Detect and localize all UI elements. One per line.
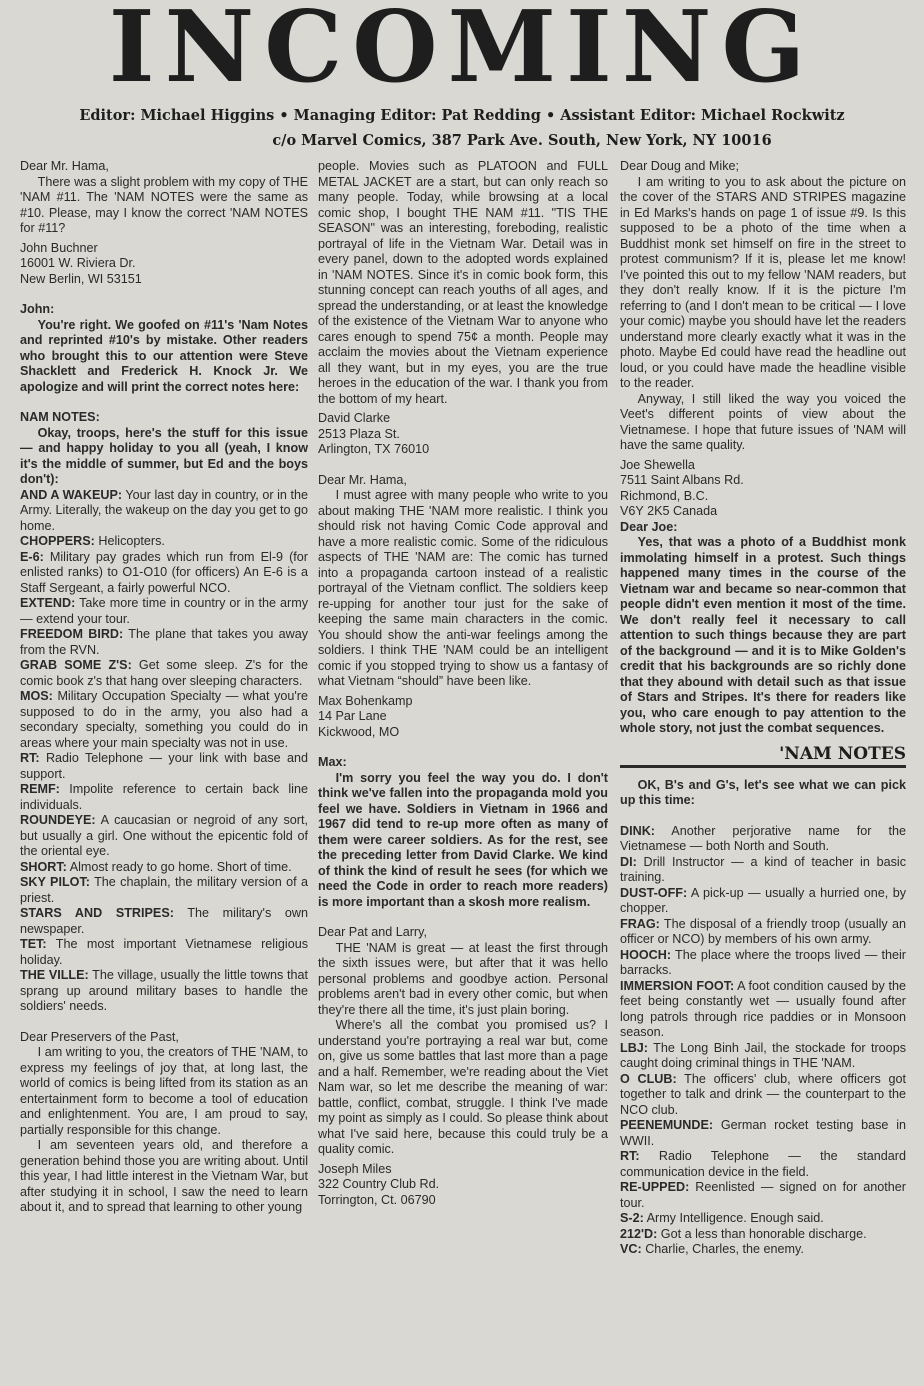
signature-line: John Buchner bbox=[20, 240, 98, 255]
glossary-definition: A caucasian or negroid of any sort, but usually a girl. One without the epicentic fold of the oriental eye. bbox=[20, 813, 308, 858]
glossary-entry bbox=[620, 1211, 906, 1227]
glossary-term: EXTEND: bbox=[20, 596, 76, 610]
glossary-definition: German rocket testing base in WWII. bbox=[620, 1118, 906, 1148]
letter-body: THE 'NAM is great — at least the first through the sixth issues were, but after that it was hello personal problems and goodbye action. Personal problems aren't bad in every other comic, but when they're there all the time, it's just plain boring. bbox=[318, 940, 608, 1017]
glossary-term: SHORT: bbox=[20, 859, 67, 874]
glossary-term: AND A WAKEUP: bbox=[20, 487, 123, 502]
glossary-term: GRAB SOME Z'S: bbox=[20, 658, 132, 672]
signature-line: 2513 Plaza St. bbox=[318, 426, 400, 441]
glossary-definition: The Long Binh Jail, the stockade for troops caught doing criminal things in THE 'NAM. bbox=[620, 1040, 906, 1070]
glossary-entry bbox=[20, 658, 308, 689]
glossary-entry bbox=[20, 875, 308, 906]
signature-line: 322 Country Club Rd. bbox=[318, 1177, 440, 1191]
letter-signature bbox=[20, 241, 308, 288]
glossary-definition: Reenlisted — signed on for another tour. bbox=[620, 1180, 906, 1210]
glossary-term: O CLUB: bbox=[620, 1071, 677, 1086]
glossary-term: VC: bbox=[620, 1242, 642, 1256]
glossary-definition: The chaplain, the military version of a priest. bbox=[20, 875, 308, 905]
glossary-definition: Radio Telephone — your link with base and support. bbox=[20, 751, 308, 781]
letter-salutation: Dear Mr. Hama, bbox=[20, 159, 109, 173]
glossary-definition: Helicopters. bbox=[94, 534, 165, 548]
glossary-entry bbox=[620, 855, 906, 886]
glossary-term: S-2: bbox=[620, 1211, 644, 1225]
letter-salutation: Dear Doug and Mike; bbox=[620, 159, 740, 173]
signature-line: 7511 Saint Albans Rd. bbox=[620, 473, 744, 487]
glossary-entry bbox=[20, 782, 308, 813]
glossary-definition: The officers' club, where officers got together to talk and drink — the counterpart to the NCO club. bbox=[620, 1071, 906, 1117]
glossary-term: TET: bbox=[20, 937, 47, 951]
letter-body: people. Movies such as PLATOON and FULL METAL JACKET are a start, but can only reach so many people. Today, while browsing at a local comic shop, I bought THE NAM #11. "TIS THE SEASON" was an interesting, foreboding, realistic portrayal of life in the Vietnam War. Detail was in every panel, down to the adopted words explained in 'NAM NOTES. Since it's in comic book form, this stunning concept can reach youths of all ages, and spread the understanding, or at least the knowledge of the existence of the Vietnam War to anyone who cares enough to spend 75¢ a month. People may acclaim the movies about the Vietnam experience all they want, but in my eyes, you are the true heroes in the education of the war. I thank you from the bottom of my heart. bbox=[318, 159, 608, 406]
glossary-term: ROUNDEYE: bbox=[20, 813, 96, 827]
masthead bbox=[0, 0, 924, 105]
glossary-entry bbox=[620, 1242, 906, 1258]
page-title: INCOMING bbox=[108, 0, 816, 105]
glossary-term: THE VILLE: bbox=[20, 968, 89, 982]
glossary-definition: Got a less than honorable discharge. bbox=[657, 1226, 867, 1241]
glossary-definition: The disposal of a friendly troop (usually an officer or NCO) by members of his own army. bbox=[620, 916, 906, 946]
letter-signature bbox=[318, 694, 608, 741]
glossary-term: 212'D: bbox=[620, 1226, 658, 1241]
signature-line: New Berlin, WI 53151 bbox=[20, 271, 142, 286]
glossary-entry bbox=[620, 1118, 906, 1149]
glossary-definition: Army Intelligence. Enough said. bbox=[643, 1211, 824, 1225]
glossary-definition: Your last day in country, or in the Army. Literally, the wakeup on the day you get to go home. bbox=[20, 487, 308, 533]
glossary-definition: The place where the troops lived — their barracks. bbox=[620, 947, 906, 977]
signature-line: 14 Par Lane bbox=[318, 709, 387, 723]
letter-salutation: Dear Preservers of the Past, bbox=[20, 1029, 179, 1044]
column-2 bbox=[318, 159, 608, 1208]
letter-body: I am writing to you, the creators of THE 'NAM, to express my feelings of joy that, at long last, the world of comics is being lifted from its station as an entertainment form to become a tool of education and enlightenment. You are, I am proud to say, partially responsible for this change. bbox=[20, 1045, 308, 1137]
signature-line: 16001 W. Riviera Dr. bbox=[20, 256, 136, 270]
glossary-definition: A pick-up — usually a hurried one, by chopper. bbox=[620, 885, 906, 915]
letter-salutation: Dear Pat and Larry, bbox=[318, 925, 427, 939]
glossary-definition: Take more time in country or in the army — extend your tour. bbox=[20, 596, 308, 626]
glossary-entry bbox=[620, 917, 906, 948]
glossary-entry bbox=[20, 968, 308, 1015]
glossary-entry bbox=[20, 488, 308, 535]
glossary-term: HOOCH: bbox=[620, 947, 672, 962]
glossary-entry bbox=[20, 550, 308, 597]
nam-notes-intro: OK, B's and G's, let's see what we can pick up this time: bbox=[620, 777, 906, 807]
glossary-definition: Military pay grades which run from El-9 (for enlisted ranks) to O1-O10 (for officers) An E-6 is a Staff Sergeant, a fairly powerful NCO. bbox=[20, 549, 308, 595]
glossary-definition: Almost ready to go home. Short of time. bbox=[66, 859, 292, 874]
glossary-definition: Military Occupation Specialty — what you're supposed to do in the army, you also had a secondary specialty, something you could do in areas where your main specialty was not in use. bbox=[20, 689, 308, 750]
letter-body: I am seventeen years old, and therefore a generation behind those you are writing about. Until this year, I had little interest in the Vietnam War, but after studying it in school, I saw the need to learn about it, and to spread that learning to other young bbox=[20, 1138, 308, 1214]
glossary-term: REMF: bbox=[20, 782, 60, 796]
glossary-list bbox=[20, 488, 308, 1015]
letter-body: There was a slight problem with my copy of THE 'NAM #11. The 'NAM NOTES were the same as #10. Please, may I know the correct 'NAM NOTES for #11? bbox=[20, 174, 308, 235]
letter-salutation: Dear Mr. Hama, bbox=[318, 472, 407, 487]
glossary-definition: The most important Vietnamese religious holiday. bbox=[20, 937, 308, 967]
reply-body: Yes, that was a photo of a Buddhist monk immolating himself in a protest. Such things happened many times in the course of the Vietnam war and became so near-common that people didn't even mention it most of the time. We don't really feel it necessary to call attention to such things because they are part of the background — and it is to Mike Golden's credit that his backgrounds are so richly done that they abound with detail such as that issue of Stars and Stripes. It's there for readers like you, who care enough to pay attention to the whole story, not just the combat sequences. bbox=[620, 535, 906, 735]
glossary-entry bbox=[620, 948, 906, 979]
letter-signature bbox=[318, 411, 608, 458]
glossary-term: LBJ: bbox=[620, 1040, 648, 1055]
glossary-definition: Charlie, Charles, the enemy. bbox=[641, 1242, 804, 1256]
glossary-entry bbox=[620, 886, 906, 917]
reply-salutation: Dear Joe: bbox=[620, 519, 678, 534]
nam-notes-intro: Okay, troops, here's the stuff for this issue — and happy holiday to you all (yeah, I know it's the middle of summer, but Ed and the boys don't): bbox=[20, 425, 308, 486]
glossary-entry bbox=[20, 906, 308, 937]
glossary-term: E-6: bbox=[20, 549, 44, 564]
glossary-definition: A foot condition caused by the feet being constantly wet — usually found after long patrols through rice paddies or in Monsoon season. bbox=[620, 978, 906, 1039]
glossary-definition: Another perjorative name for the Vietnamese — both North and South. bbox=[620, 823, 906, 853]
glossary-entry bbox=[620, 1227, 906, 1243]
glossary-definition: Radio Telephone — the standard communication device in the field. bbox=[620, 1149, 906, 1179]
nam-notes-heading: 'NAM NOTES bbox=[620, 743, 906, 768]
glossary-entry bbox=[620, 1072, 906, 1119]
glossary-definition: The village, usually the little towns that sprang up around military bases to handle the soldiers' needs. bbox=[20, 968, 308, 1013]
reply-body: I'm sorry you feel the way you do. I don't think we've fallen into the propaganda mold you feel we have. Soldiers in Vietnam in 1966 and 1967 did tend to re-up more often as many of them were career soldiers. As for the rest, see the preceding letter from David Clarke. We kind of think the kind of result he sees (for which we need the Code in order to reach more readers) is more important than a skosh more realism. bbox=[318, 770, 608, 909]
glossary-list bbox=[620, 824, 906, 1258]
glossary-entry bbox=[20, 689, 308, 751]
glossary-term: DUST-OFF: bbox=[620, 885, 688, 900]
glossary-entry bbox=[20, 751, 308, 782]
letter-body: Anyway, I still liked the way you voiced the Veet's different points of view about the Vietnamese. I hope that future issues of 'NAM will have the same quality. bbox=[620, 391, 906, 452]
glossary-entry bbox=[620, 1180, 906, 1211]
signature-line: Joe Shewella bbox=[620, 457, 695, 472]
glossary-term: DI: bbox=[620, 854, 637, 869]
glossary-entry bbox=[620, 1041, 906, 1072]
glossary-definition: Impolite reference to certain back line individuals. bbox=[20, 782, 308, 812]
glossary-term: RE-UPPED: bbox=[620, 1180, 690, 1194]
glossary-term: CHOPPERS: bbox=[20, 534, 95, 548]
letter-body: I am writing to you to ask about the picture on the cover of the STARS AND STRIPES magazine in Ed Marks's hands on page 1 of issue #9. Is this supposed to be a photo of the time when a Buddhist monk set himself on fire in the street to protest communism? If it is, please let me know! I've pointed this out to my fellow 'NAM readers, but they don't really know. If it is the picture I'm referring to (and I don't mean to be critical — I love your comic) maybe you should have let the readers understand more clearly exactly what it was in the photo. Maybe Ed could have read the headline out loud, or you could have made the headline visible to the reader. bbox=[620, 174, 906, 390]
column-3 bbox=[620, 159, 906, 1258]
glossary-entry bbox=[20, 860, 308, 876]
reply-body: You're right. We goofed on #11's 'Nam Notes and reprinted #10's by mistake. Other readers who brought this to our attention were Steve Shacklett and Frederick H. Knock Jr. We apologize and will print the correct notes here: bbox=[20, 317, 308, 394]
glossary-definition: Get some sleep. Z's for the comic book z's that hang over sleeping characters. bbox=[20, 658, 308, 688]
glossary-definition: The plane that takes you away from the RVN. bbox=[20, 627, 309, 657]
glossary-entry bbox=[20, 627, 308, 658]
glossary-term: STARS AND STRIPES: bbox=[20, 906, 174, 920]
glossary-entry bbox=[620, 979, 906, 1041]
glossary-entry bbox=[20, 813, 308, 860]
glossary-term: FRAG: bbox=[620, 916, 660, 931]
glossary-entry bbox=[20, 534, 308, 550]
glossary-entry bbox=[620, 824, 906, 855]
glossary-term: PEENEMUNDE: bbox=[620, 1118, 714, 1132]
signature-line: Joseph Miles bbox=[318, 1161, 392, 1176]
signature-line: Torrington, Ct. 06790 bbox=[318, 1192, 436, 1207]
glossary-term: DINK: bbox=[620, 823, 655, 838]
glossary-term: RT: bbox=[620, 1149, 640, 1163]
signature-line: Max Bohenkamp bbox=[318, 693, 413, 708]
signature-line: Kickwood, MO bbox=[318, 724, 400, 739]
letter-body: I must agree with many people who write to you about making THE 'NAM more realistic. I think you should risk not having Comic Code approval and have a more realistic comic. Some of the ridiculous aspects of THE 'NAM are: The comic has turned into a propaganda cartoon instead of a realistic portrayal of the Vietnam conflict. The soldiers keep re-upping for another tour just for the sake of keeping the same main characters in the comic. You should show the anti-war feelings among the soldiers. I think THE 'NAM could be an intelligent comic if you stopped trying to show us a fantasy of what Vietnam “should” have been like. bbox=[318, 488, 608, 688]
letter-body: Where's all the combat you promised us? I understand you're portraying a real war but, come on, give us some battles that last more than a page and a half. Remember, we're reading about the Viet Nam war, so let me describe the meaning of war: battle, conflict, combat, struggle. I think I've made my point as simply as I could. So please think about what I've said here, because this could truly be a quality comic. bbox=[318, 1018, 608, 1156]
nam-notes-title: NAM NOTES: bbox=[20, 410, 100, 424]
glossary-entry bbox=[620, 1149, 906, 1180]
signature-line: V6Y 2K5 Canada bbox=[620, 504, 718, 518]
reply-salutation: Max: bbox=[318, 755, 347, 769]
glossary-entry bbox=[20, 937, 308, 968]
signature-line: Richmond, B.C. bbox=[620, 488, 709, 503]
mailing-address: c/o Marvel Comics, 387 Park Ave. South, New York, NY 10016 bbox=[272, 132, 772, 149]
glossary-term: FREEDOM BIRD: bbox=[20, 627, 124, 641]
letter-signature bbox=[318, 1162, 608, 1209]
signature-line: David Clarke bbox=[318, 411, 391, 425]
glossary-definition: Drill Instructor — a kind of teacher in basic training. bbox=[620, 854, 906, 884]
signature-line: Arlington, TX 76010 bbox=[318, 442, 430, 456]
glossary-term: RT: bbox=[20, 751, 40, 765]
glossary-term: SKY PILOT: bbox=[20, 875, 90, 889]
glossary-term: MOS: bbox=[20, 689, 53, 703]
letter-signature bbox=[620, 458, 906, 520]
staff-credits: Editor: Michael Higgins • Managing Editor: Pat Redding • Assistant Editor: Michael Rockwitz bbox=[79, 107, 845, 124]
column-1 bbox=[20, 159, 308, 1216]
glossary-entry bbox=[20, 596, 308, 627]
glossary-definition: The military's own newspaper. bbox=[20, 906, 308, 936]
reply-salutation: John: bbox=[20, 302, 55, 316]
glossary-term: IMMERSION FOOT: bbox=[620, 978, 735, 993]
